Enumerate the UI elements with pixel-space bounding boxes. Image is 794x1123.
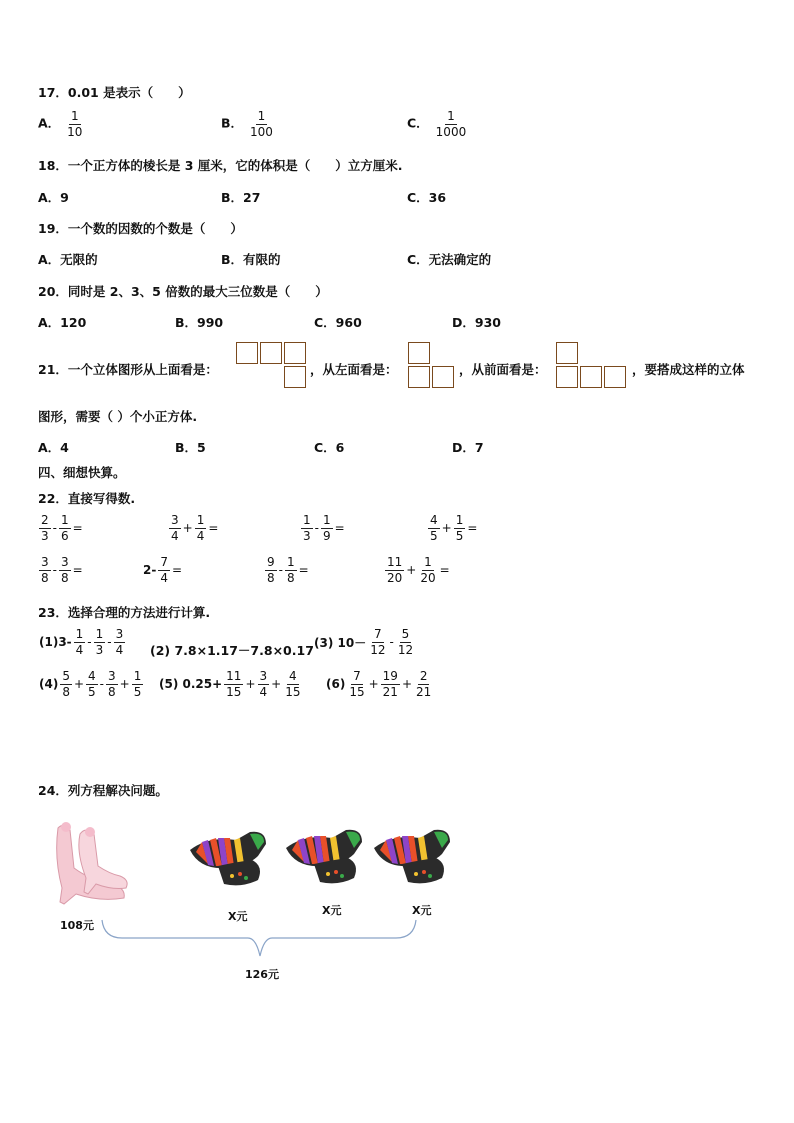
sock-price-label: X元 bbox=[322, 904, 342, 917]
q18-stem: 18．一个正方体的棱长是 3 厘米，它的体积是（ ）立方厘米. bbox=[38, 158, 403, 173]
front-view-figure bbox=[556, 342, 630, 392]
option-label: B． bbox=[221, 115, 244, 131]
q21-option-a[interactable]: A．4 bbox=[38, 440, 69, 455]
q18-option-a[interactable]: A．9 bbox=[38, 190, 69, 205]
grid-square bbox=[284, 342, 306, 364]
fraction: $\frac{1}{1000}$ bbox=[435, 109, 467, 139]
q21-option-d[interactable]: D．7 bbox=[452, 440, 484, 455]
total-brace bbox=[98, 918, 420, 964]
q19-stem: 19．一个数的因数的个数是（ ） bbox=[38, 221, 243, 236]
q23-problem-5: (5) 0.25+ $\frac{11}{15}$ + $\frac{3}{4}$ + $\frac{4}{15}$ bbox=[159, 669, 301, 699]
q22-item: $\frac{2}{3}$ - $\frac{1}{6}$ = bbox=[41, 513, 83, 543]
q24-stem: 24．列方程解决问题。 bbox=[38, 783, 168, 798]
grid-square bbox=[260, 342, 282, 364]
shoes-image bbox=[40, 818, 132, 910]
q19-option-b[interactable]: B．有限的 bbox=[221, 252, 281, 267]
q23-problem-3: (3) 10－ $\frac{7}{12}$ - $\frac{5}{12}$ bbox=[314, 627, 414, 657]
q19-option-a[interactable]: A．无限的 bbox=[38, 252, 98, 267]
option-label: A． bbox=[38, 115, 61, 131]
q21-stem-part4: ，要搭成这样的立体 bbox=[632, 362, 745, 377]
grid-square bbox=[432, 366, 454, 388]
q22-stem: 22．直接写得数. bbox=[38, 491, 136, 506]
q21-stem-part2: ，从左面看是： bbox=[310, 362, 398, 377]
q20-option-c[interactable]: C．960 bbox=[314, 315, 362, 330]
q22-item: $\frac{9}{8}$ - $\frac{1}{8}$ = bbox=[267, 555, 309, 585]
q22-item: $\frac{11}{20}$ + $\frac{1}{20}$ = bbox=[387, 555, 450, 585]
q21-stem-line2: 图形，需要（ ）个小正方体. bbox=[38, 409, 198, 424]
grid-square bbox=[408, 342, 430, 364]
q22-item: $\frac{4}{5}$ + $\frac{1}{5}$ = bbox=[430, 513, 478, 543]
q23-problem-1: (1)3- $\frac{1}{4}$ - $\frac{1}{3}$ - $\frac{3}{4}$ bbox=[39, 627, 124, 657]
fraction: $\frac{1}{10}$ bbox=[67, 109, 83, 139]
option-label: C． bbox=[407, 115, 429, 131]
grid-square bbox=[284, 366, 306, 388]
q21-stem-part1: 21．一个立体图形从上面看是： bbox=[38, 362, 218, 377]
top-view-figure bbox=[236, 342, 308, 392]
q22-item: $\frac{3}{4}$ + $\frac{1}{4}$ = bbox=[171, 513, 219, 543]
grid-square bbox=[604, 366, 626, 388]
q22-item: $\frac{3}{8}$ - $\frac{3}{8}$ = bbox=[41, 555, 83, 585]
shoe-price-label: 108元 bbox=[60, 919, 94, 932]
q22-item: $\frac{1}{3}$ - $\frac{1}{9}$ = bbox=[303, 513, 345, 543]
q21-option-b[interactable]: B．5 bbox=[175, 440, 206, 455]
grid-square bbox=[580, 366, 602, 388]
q23-stem: 23．选择合理的方法进行计算. bbox=[38, 605, 211, 620]
q18-option-c[interactable]: C．36 bbox=[407, 190, 447, 205]
q23-problem-6: (6) $\frac{7}{15}$ + $\frac{19}{21}$ + $\frac{2}{21}$ bbox=[326, 669, 432, 699]
grid-square bbox=[556, 342, 578, 364]
sock-price-label: X元 bbox=[228, 910, 248, 923]
q23-problem-4: (4) $\frac{5}{8}$ + $\frac{4}{5}$ - $\frac{3}{8}$ + $\frac{1}{5}$ bbox=[39, 669, 142, 699]
sock-price-label: X元 bbox=[412, 904, 432, 917]
socks-image bbox=[284, 824, 366, 888]
q22-item: 2- $\frac{7}{4}$ = bbox=[143, 555, 183, 585]
q17-stem: 17．0.01 是表示（ ） bbox=[38, 85, 191, 100]
q17-option-a[interactable] bbox=[38, 110, 85, 138]
socks-image bbox=[372, 824, 454, 888]
q18-option-b[interactable]: B．27 bbox=[221, 190, 261, 205]
q20-option-a[interactable]: A．120 bbox=[38, 315, 87, 330]
socks-image bbox=[188, 826, 270, 890]
q21-option-c[interactable]: C．6 bbox=[314, 440, 345, 455]
left-view-figure bbox=[408, 342, 456, 392]
q20-option-d[interactable]: D．930 bbox=[452, 315, 501, 330]
q21-stem-part3: ，从前面看是： bbox=[459, 362, 547, 377]
q17-option-c[interactable] bbox=[407, 110, 469, 138]
section-heading: 四、细想快算。 bbox=[38, 465, 126, 480]
q20-option-b[interactable]: B．990 bbox=[175, 315, 224, 330]
grid-square bbox=[408, 366, 430, 388]
q17-option-b[interactable] bbox=[221, 110, 276, 138]
total-price-label: 126元 bbox=[245, 968, 279, 981]
q19-option-c[interactable]: C．无法确定的 bbox=[407, 252, 492, 267]
fraction: $\frac{1}{100}$ bbox=[250, 109, 273, 139]
q20-stem: 20．同时是 2、3、5 倍数的最大三位数是（ ） bbox=[38, 284, 328, 299]
grid-square bbox=[236, 342, 258, 364]
grid-square bbox=[556, 366, 578, 388]
q23-problem-2: (2) 7.8×1.17－7.8×0.17 bbox=[150, 643, 314, 658]
